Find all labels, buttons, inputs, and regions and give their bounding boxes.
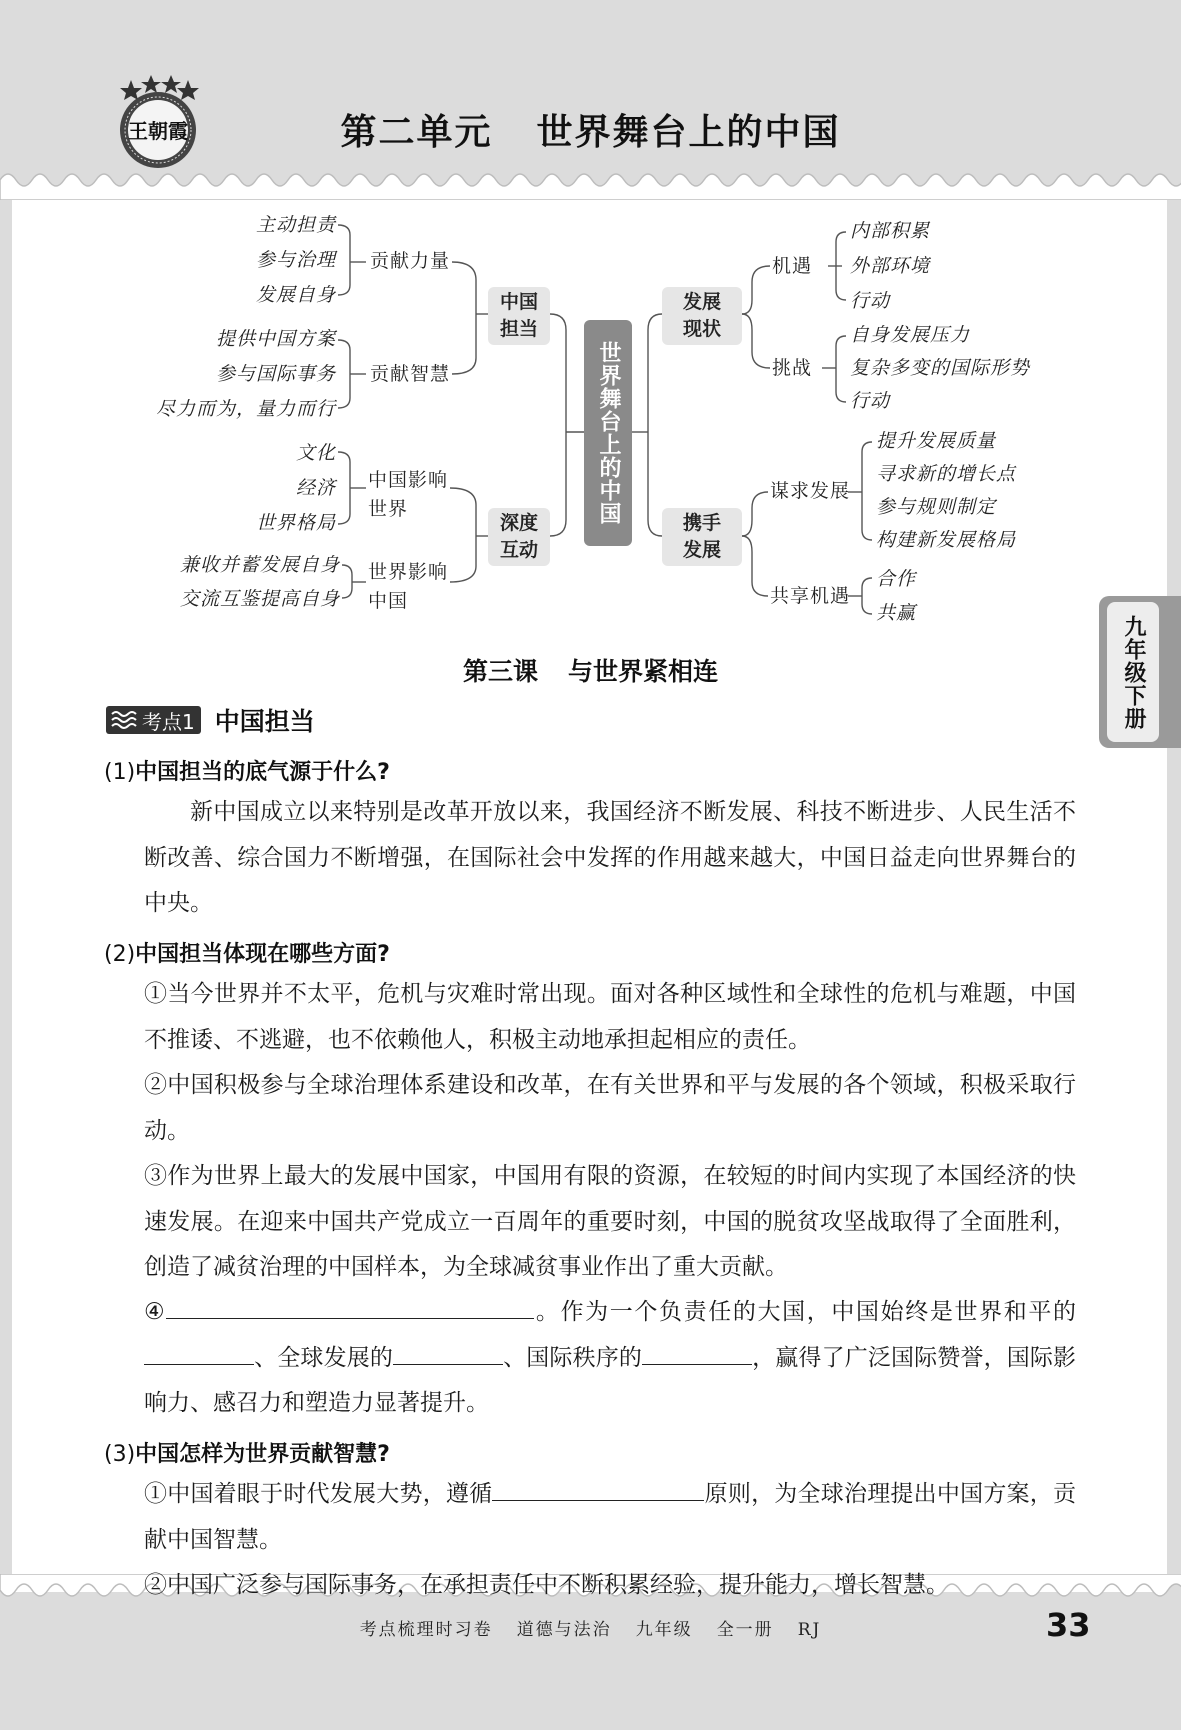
svg-text:王朝霞: 王朝霞 bbox=[128, 119, 188, 143]
mm-item-提供中国方案: 提供中国方案 bbox=[215, 328, 336, 350]
answer-2-1: ①当今世界并不太平，危机与灾难时常出现。面对各种区域性和全球性的危机与难题，中国不推诿、不逃避，也不依赖他人，积极主动地承担起相应的责任。 bbox=[144, 981, 1076, 1053]
fill-blank-1[interactable] bbox=[166, 1297, 534, 1319]
answer-2-4-lead: ④ bbox=[144, 1299, 167, 1325]
kaodian-badge bbox=[106, 706, 201, 734]
footer-series: 考点梳理时习卷 bbox=[359, 1620, 493, 1640]
mm-item-兼收并蓄: 兼收并蓄发展自身 bbox=[179, 554, 340, 576]
mind-map bbox=[0, 0, 1181, 640]
lesson-name: 与世界紧相连 bbox=[568, 657, 719, 686]
wave-lines-icon bbox=[110, 709, 138, 731]
mm-item-交流互鉴: 交流互鉴提高自身 bbox=[179, 588, 340, 610]
fill-blank-5[interactable] bbox=[492, 1479, 704, 1501]
mm-item-发展自身: 发展自身 bbox=[255, 284, 336, 306]
answer-1: 新中国成立以来特别是改革开放以来，我国经济不断发展、科技不断进步、人民生活不断改善、综合国力不断增强，在国际社会中发挥的作用越来越大，中国日益走向世界舞台的中央。 bbox=[144, 799, 1076, 916]
mm-item-构建新发展格局: 构建新发展格局 bbox=[876, 529, 1017, 551]
question-2-text: 中国担当体现在哪些方面? bbox=[135, 942, 390, 967]
mm-item-参与规则制定: 参与规则制定 bbox=[876, 496, 997, 518]
mm-box-深度互动: 深度互动 bbox=[488, 508, 550, 566]
mm-item-参与国际事务: 参与国际事务 bbox=[215, 363, 336, 385]
kaodian-title: 中国担当 bbox=[214, 707, 315, 736]
mm-item-尽力而为: 尽力而为，量力而行 bbox=[155, 398, 336, 420]
mm-item-行动-1: 行动 bbox=[850, 290, 891, 312]
mm-item-合作: 合作 bbox=[876, 568, 917, 590]
mm-box-中国担当: 中国担当 bbox=[488, 287, 550, 345]
mm-label-挑战: 挑战 bbox=[772, 357, 813, 379]
footer-grade: 九年级 bbox=[635, 1620, 693, 1640]
answer-2-4-text-3: 、国际秩序的 bbox=[503, 1344, 642, 1371]
mm-item-行动-2: 行动 bbox=[850, 390, 891, 412]
mm-item-共赢: 共赢 bbox=[876, 602, 917, 624]
question-1-text: 中国担当的底气源于什么? bbox=[135, 760, 390, 785]
mm-item-经济: 经济 bbox=[295, 477, 336, 499]
mm-label-谋求发展: 谋求发展 bbox=[770, 480, 851, 502]
mm-label-贡献力量: 贡献力量 bbox=[370, 250, 451, 272]
answer-2-2: ②中国积极参与全球治理体系建设和改革，在有关世界和平与发展的各个领域，积极采取行动。 bbox=[144, 1072, 1076, 1144]
mm-item-主动担责: 主动担责 bbox=[255, 214, 336, 236]
kaodian-badge-label: 考点1 bbox=[142, 709, 195, 734]
unit-number: 第二单元 bbox=[340, 112, 493, 153]
fill-blank-3[interactable] bbox=[393, 1343, 503, 1365]
mm-item-自身发展压力: 自身发展压力 bbox=[850, 324, 971, 346]
lesson-title bbox=[0, 652, 1181, 688]
mm-item-外部环境: 外部环境 bbox=[850, 255, 931, 277]
mm-label-中国影响世界: 中国影响世界 bbox=[368, 469, 449, 520]
mm-item-文化: 文化 bbox=[295, 442, 336, 464]
answer-2-4-text-1: 。作为一个负责任的大国，中国始终是世界和平的 bbox=[534, 1299, 1076, 1325]
unit-name: 世界舞台上的中国 bbox=[536, 112, 841, 153]
footer-text bbox=[0, 1615, 1181, 1640]
answer-3-1-text-2: 原则，为全球治理提出中国方案，贡献中国智慧。 bbox=[144, 1481, 1077, 1553]
answer-2-4-text-4: ，赢得了广泛国际赞誉，国际影响力、感召力和塑造力显著提升。 bbox=[144, 1344, 1077, 1416]
fill-blank-4[interactable] bbox=[642, 1343, 752, 1365]
answer-2-3: ③作为世界上最大的发展中国家，中国用有限的资源，在较短的时间内实现了本国经济的快速发展。在迎来中国共产党成立一百周年的重要时刻，中国的脱贫攻坚战取得了全面胜利，创造了减贫治理的中国样本，为全球减贫事业作出了重大贡献。 bbox=[144, 1163, 1076, 1280]
mm-label-机遇: 机遇 bbox=[772, 255, 813, 277]
mm-item-参与治理: 参与治理 bbox=[255, 249, 336, 271]
question-2-number: (2) bbox=[104, 942, 136, 967]
answer-2-4-text-2: 、全球发展的 bbox=[254, 1344, 393, 1371]
footer-edition: RJ bbox=[797, 1620, 822, 1640]
mm-box-发展现状: 发展现状 bbox=[662, 287, 742, 345]
question-3 bbox=[104, 1437, 390, 1468]
kaodian-header bbox=[106, 705, 315, 735]
mm-label-共享机遇: 共享机遇 bbox=[770, 585, 851, 607]
question-1-number: (1) bbox=[104, 760, 136, 785]
answer-3-2: ②中国广泛参与国际事务，在承担责任中不断积累经验，提升能力，增长智慧。 bbox=[144, 1572, 949, 1598]
answer-2-4 bbox=[144, 1290, 1076, 1427]
page-number: 33 bbox=[1046, 1606, 1091, 1644]
mm-item-世界格局: 世界格局 bbox=[255, 512, 336, 534]
mm-label-贡献智慧: 贡献智慧 bbox=[370, 363, 451, 385]
mm-item-寻求新的增长点: 寻求新的增长点 bbox=[876, 463, 1017, 485]
footer-band bbox=[0, 1592, 1181, 1730]
question-2 bbox=[104, 937, 390, 968]
mm-box-携手发展: 携手发展 bbox=[662, 508, 742, 566]
mm-item-提升发展质量: 提升发展质量 bbox=[876, 430, 997, 452]
question-1 bbox=[104, 755, 390, 786]
question-3-number: (3) bbox=[104, 1442, 136, 1467]
mm-label-世界影响中国: 世界影响中国 bbox=[368, 561, 449, 612]
side-tab-label: 九年级下册 bbox=[1107, 602, 1159, 742]
mm-item-内部积累: 内部积累 bbox=[850, 220, 931, 242]
answer-3-1-text-1: ①中国着眼于时代发展大势，遵循 bbox=[144, 1481, 493, 1507]
mm-center-世界舞台上的中国: 世界舞台上的中国 bbox=[584, 320, 632, 546]
fill-blank-2[interactable] bbox=[144, 1343, 254, 1365]
lesson-number: 第三课 bbox=[462, 657, 538, 686]
footer-volume: 全一册 bbox=[716, 1620, 774, 1640]
mm-item-复杂多变的国际形势: 复杂多变的国际形势 bbox=[850, 357, 1031, 379]
answer-3-1 bbox=[144, 1472, 1076, 1563]
question-3-text: 中国怎样为世界贡献智慧? bbox=[135, 1442, 390, 1467]
footer-subject: 道德与法治 bbox=[516, 1620, 612, 1640]
